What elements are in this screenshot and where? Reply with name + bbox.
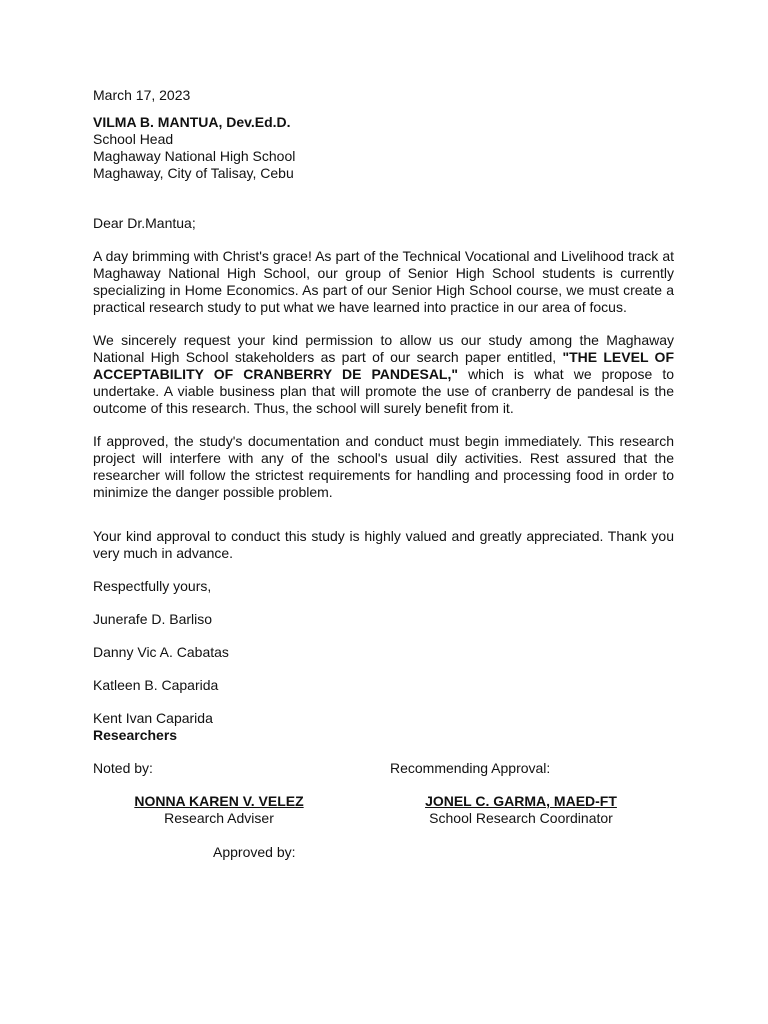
paragraph-conduct: If approved, the study's documentation and conduct must begin immediately. This research project will interfere with any of the school's usual dily activities. Rest assured that the researcher will follow the strictest requirements for handling and processing food in order to minimize the danger possible problem. <box>93 433 674 500</box>
researcher-name: Katleen B. Caparida <box>93 677 219 693</box>
request-text-start: We sincerely request your kind permission to allow us our study among the Maghaway National High School stakeholders as part of our search paper entitled, <box>93 332 674 365</box>
paragraph-intro: A day brimming with Christ's grace! As part of the Technical Vocational and Livelihood track at Maghaway National High School, our group of Senior High School students is currently specializing in Home Economics. As part of our Senior High School course, we must create a practical research study to put what we have learned into practice in our area of focus. <box>93 248 674 315</box>
recipient-school: Maghaway National High School <box>93 148 296 164</box>
noted-by-label: Noted by: <box>93 760 153 776</box>
research-title: "THE LEVEL OF ACCEPTABILITY OF CRANBERRY DE PANDESAL," <box>93 349 674 382</box>
researcher-name: Junerafe D. Barliso <box>93 611 213 627</box>
approved-by-label: Approved by: <box>213 844 296 860</box>
adviser-signature <box>113 793 325 827</box>
coordinator-title: School Research Coordinator <box>429 810 613 826</box>
researcher-name: Danny Vic A. Cabatas <box>93 644 229 660</box>
approved-by-row <box>93 844 674 861</box>
adviser-title: Research Adviser <box>164 810 274 826</box>
salutation: Dear Dr.Mantua; <box>93 215 196 231</box>
request-text-end: which is what we propose to undertake. A viable business plan that will promote the use of cranberry de pandesal is the outcome of this research. Thus, the school will surely benefit from it. <box>93 366 675 416</box>
paragraph-request <box>93 332 674 417</box>
letter-page <box>93 87 674 861</box>
recipient-title: School Head <box>93 131 174 147</box>
coordinator-name: JONEL C. GARMA, MAED-FT <box>425 793 617 809</box>
coordinator-signature <box>411 793 631 827</box>
recipient-name: VILMA B. MANTUA, Dev.Ed.D. <box>93 114 291 130</box>
adviser-name: NONNA KAREN V. VELEZ <box>134 793 304 809</box>
researchers-label: Researchers <box>93 727 178 743</box>
recipient-address: Maghaway, City of Talisay, Cebu <box>93 165 294 181</box>
paragraph-thanks: Your kind approval to conduct this study is highly valued and greatly appreciated. Thank you very much in advance. <box>93 528 674 561</box>
signatories <box>93 793 674 827</box>
signatory-labels <box>93 760 674 777</box>
recipient-block <box>93 114 674 182</box>
researcher-name: Kent Ivan Caparida <box>93 710 213 726</box>
closing: Respectfully yours, <box>93 578 212 594</box>
recommending-approval-label: Recommending Approval: <box>390 760 551 776</box>
letter-date: March 17, 2023 <box>93 87 191 103</box>
